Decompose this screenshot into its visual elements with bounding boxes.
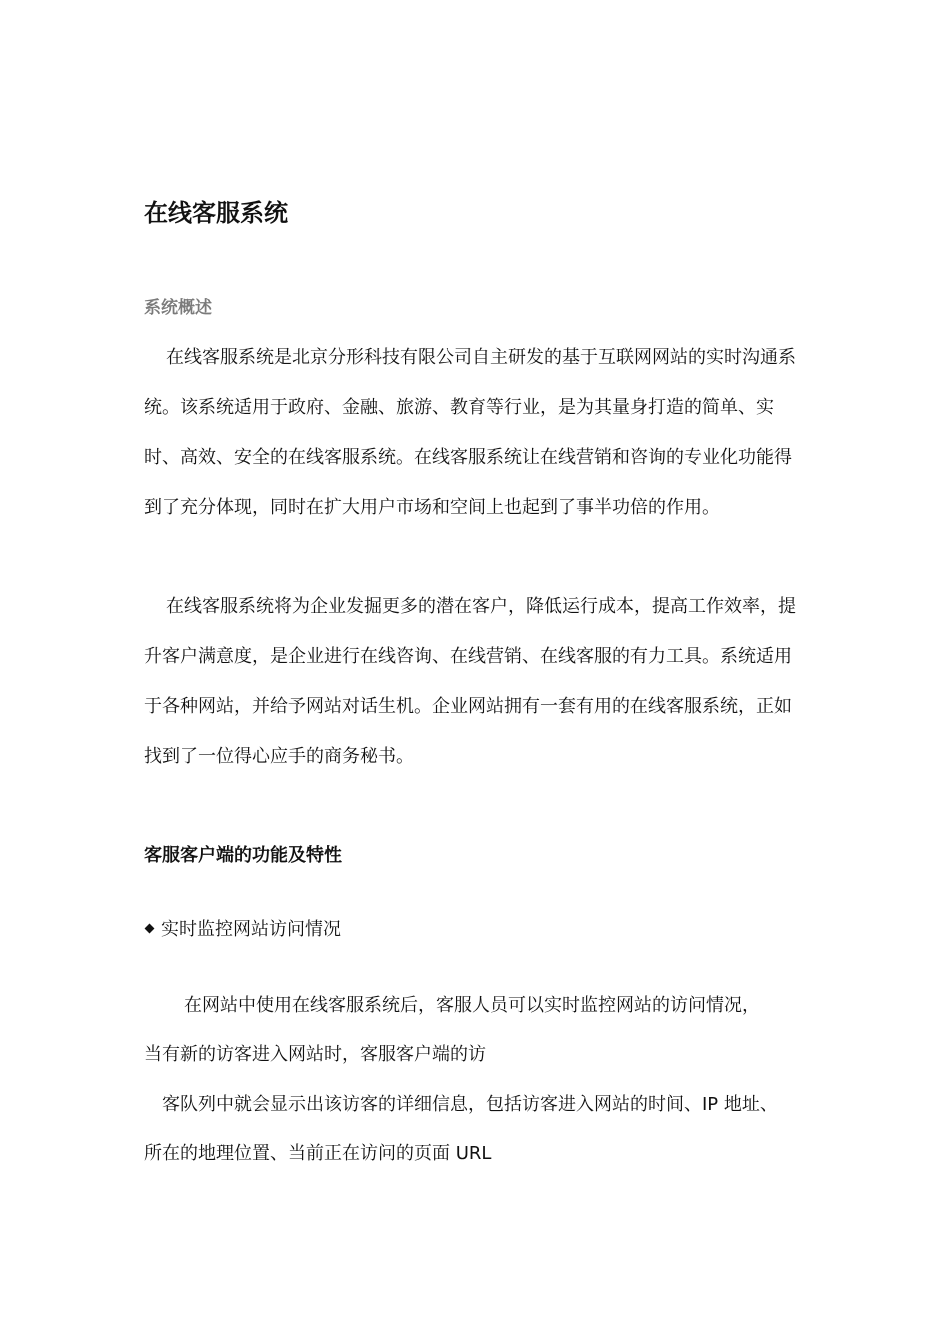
feature-text-line-2: 当有新的访客进入网站时，客服客户端的访 — [144, 1044, 486, 1065]
feature-text-line-4: 所在的地理位置、当前正在访问的页面 URL — [144, 1143, 492, 1164]
page-title: 在线客服系统 — [144, 199, 288, 227]
overview-paragraph-1: 在线客服系统是北京分形科技有限公司自主研发的基于互联网网站的实时沟通系统。该系统适用于政府、金融、旅游、教育等行业，是为其量身打造的简单、实时、高效、安全的在线客服系统。在线客服系统让在线营销和咨询的专业化功能得到了充分体现，同时在扩大用户市场和空间上也起到了事半功倍的作用。 — [144, 347, 796, 518]
feature-text-line-1: 在网站中使用在线客服系统后，客服人员可以实时监控网站的访问情况， — [184, 995, 760, 1016]
feature-text-line-3: 客队列中就会显示出该访客的详细信息，包括访客进入网站的时间、IP 地址、 — [162, 1094, 778, 1115]
features-heading: 客服客户端的功能及特性 — [144, 845, 342, 866]
feature-bullet-label: 实时监控网站访问情况 — [161, 919, 341, 940]
feature-bullet-item — [144, 917, 341, 943]
section-label-overview: 系统概述 — [144, 298, 212, 318]
overview-paragraph-2: 在线客服系统将为企业发掘更多的潜在客户，降低运行成本，提高工作效率，提升客户满意度，是企业进行在线咨询、在线营销、在线客服的有力工具。系统适用于各种网站，并给予网站对话生机。企业网站拥有一套有用的在线客服系统，正如找到了一位得心应手的商务秘书。 — [144, 596, 796, 767]
diamond-bullet-icon — [145, 924, 155, 934]
